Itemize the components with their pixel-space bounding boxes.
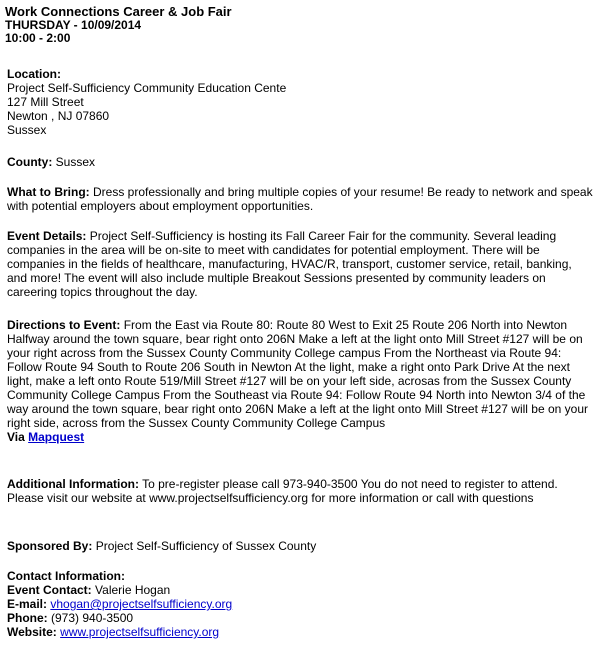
email-row	[7, 597, 593, 611]
website-link[interactable]: www.projectselfsufficiency.org	[60, 625, 220, 639]
event-details-label: Event Details:	[7, 229, 87, 243]
event-date: THURSDAY - 10/09/2014	[5, 18, 142, 32]
directions-text: From the East via Route 80: Route 80 West to Exit 25 Route 206 North into Newton Halfway around the town square, bear right onto 206N Make a left at the light onto Mill Street #127 will be on your right across from the Sussex County Community College campus From the Northeast via Route 94: Follow Route 94 South to Route 206 South in Newton At the light, make a right onto Park Drive At the next light, make a left onto Route 519/Mill Street #127 will be on your left side, acrosas from the Sussex County Community College Campus From the Southeast via Route 94: Follow Route 94 North into Newton 3/4 of the way around the town square, bear right onto 206N Make a left at the light onto Mill Street #127 will be on your right side, across from the Sussex County Community College Campus	[7, 318, 589, 430]
additional-info-text: To pre-register please call 973-940-3500 You do not need to register to attend. Please visit our website at www.projectselfsufficiency.org for more information or call with questions	[7, 477, 558, 505]
sponsored-by-section	[7, 539, 593, 553]
sponsored-by-value: Project Self-Sufficiency of Sussex County	[95, 539, 317, 553]
what-to-bring-label: What to Bring:	[7, 185, 90, 199]
via-label: Via	[7, 430, 25, 444]
event-contact-row	[7, 583, 593, 597]
directions-label: Directions to Event:	[7, 318, 121, 332]
event-header	[5, 4, 595, 45]
location-line-1: Project Self-Sufficiency Community Education Cente	[7, 81, 287, 95]
event-details-text: Project Self-Sufficiency is hosting its Fall Career Fair for the community. Several leading companies in the area will be on-site to meet with candidates for potential employment. There will be companies in the fields of healthcare, manufacturing, HVAC/R, transport, customer service, retail, banking, and more! The event will also include multiple Breakout Sessions presented by community leaders on careering topics throughout the day.	[7, 229, 572, 299]
what-to-bring-text: Dress professionally and bring multiple copies of your resume! Be ready to network and speak with potential employers about employment opportunities.	[7, 185, 593, 213]
additional-info-label: Additional Information:	[7, 477, 139, 491]
county-section	[7, 155, 593, 169]
county-label: County:	[7, 155, 53, 169]
contact-heading: Contact Information:	[7, 569, 125, 583]
phone-value: (973) 940-3500	[51, 611, 134, 625]
event-time: 10:00 - 2:00	[5, 31, 71, 45]
email-link[interactable]: vhogan@projectselfsufficiency.org	[50, 597, 233, 611]
contact-section	[7, 569, 593, 639]
location-line-2: 127 Mill Street	[7, 95, 84, 109]
website-label: Website:	[7, 625, 57, 639]
location-line-4: Sussex	[7, 123, 47, 137]
event-details-section	[7, 229, 593, 299]
location-line-3: Newton , NJ 07860	[7, 109, 110, 123]
phone-label: Phone:	[7, 611, 48, 625]
phone-row	[7, 611, 593, 625]
event-contact-label: Event Contact:	[7, 583, 92, 597]
email-label: E-mail:	[7, 597, 48, 611]
sponsored-by-label: Sponsored By:	[7, 539, 93, 553]
mapquest-link[interactable]: Mapquest	[28, 430, 85, 444]
event-title: Work Connections Career & Job Fair	[5, 4, 232, 19]
additional-info-section	[7, 477, 593, 505]
county-value: Sussex	[55, 155, 96, 169]
event-contact-value: Valerie Hogan	[95, 583, 171, 597]
location-label: Location:	[7, 67, 61, 81]
what-to-bring-section	[7, 185, 593, 213]
location-section	[7, 67, 593, 137]
directions-section	[7, 318, 593, 444]
website-row	[7, 625, 593, 639]
